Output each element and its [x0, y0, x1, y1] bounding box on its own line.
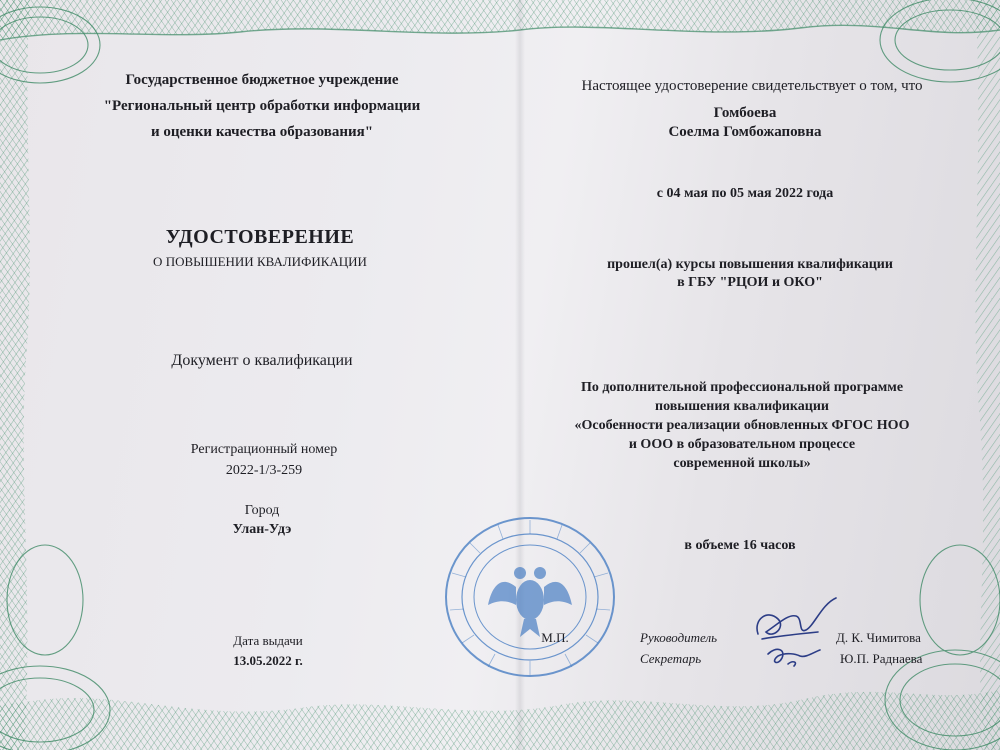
program-line-5: современной школы» [673, 456, 811, 471]
city-value: Улан-Удэ [232, 522, 292, 537]
registration-label: Регистрационный номер [190, 442, 338, 457]
city-label: Город [244, 503, 280, 518]
course-line-2: в ГБУ "РЦОИ и ОКО" [677, 275, 823, 290]
course-line-1: прошел(а) курсы повышения квалификации [607, 257, 893, 272]
certificate-subtitle: О ПОВЫШЕНИИ КВАЛИФИКАЦИИ [153, 254, 367, 269]
course-volume: в объеме 16 часов [684, 538, 796, 553]
institution-line-2: "Региональный центр обработки информации [103, 98, 421, 114]
secretary-name: Ю.П. Раднаева [840, 651, 923, 666]
institution-line-3: и оценки качества образования" [150, 124, 374, 140]
course-period: с 04 мая по 05 мая 2022 года [656, 186, 834, 201]
document-type: Документ о квалификации [171, 352, 353, 369]
issue-date-label: Дата выдачи [233, 633, 303, 648]
secretary-role-label: Секретарь [640, 651, 702, 666]
head-name: Д. К. Чимитова [836, 630, 921, 645]
issue-date: 13.05.2022 г. [233, 653, 303, 668]
certificate-intro: Настоящее удостоверение свидетельствует о том, что [581, 78, 923, 94]
head-role-label: Руководитель [640, 630, 718, 645]
institution-line-1: Государственное бюджетное учреждение [125, 72, 399, 88]
signature-marks [748, 594, 838, 674]
program-line-3: «Особенности реализации обновленных ФГОС НОО [574, 418, 910, 433]
program-line-2: повышения квалификации [655, 399, 829, 414]
stamp-place-label: М.П. [541, 630, 569, 645]
official-seal [442, 515, 617, 680]
holder-name: Соелма Гомбожаповна [668, 124, 822, 140]
program-line-4: и ООО в образовательном процессе [628, 437, 856, 452]
certificate-title: УДОСТОВЕРЕНИЕ [165, 226, 355, 248]
holder-surname: Гомбоева [713, 105, 777, 121]
program-line-1: По дополнительной профессиональной программе [580, 380, 904, 395]
registration-number: 2022-1/3-259 [225, 463, 303, 478]
